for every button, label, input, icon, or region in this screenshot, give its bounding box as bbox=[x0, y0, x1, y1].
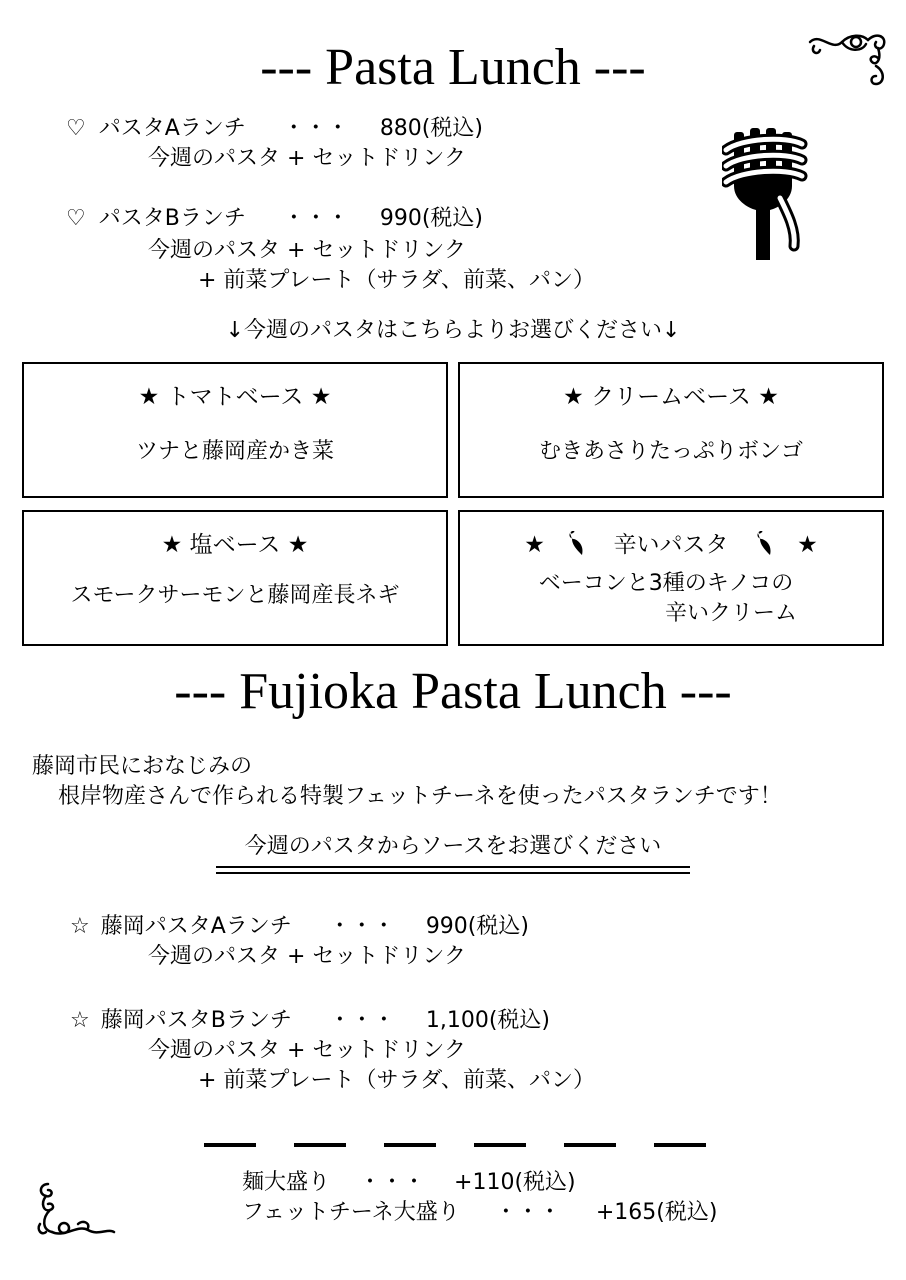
box-dish: スモークサーモンと藤岡産長ネギ bbox=[70, 583, 400, 608]
page-title: --- Pasta Lunch --- bbox=[260, 39, 646, 96]
extra-item bbox=[242, 1200, 717, 1226]
star-icon: ★ bbox=[524, 532, 545, 558]
leader-dots: ・・・ bbox=[359, 1170, 426, 1195]
box-dish: むきあさりたっぷりボンゴ bbox=[538, 439, 803, 464]
sauce-note: 今週のパスタからソースをお選びください bbox=[244, 834, 662, 859]
box-dish: ベーコンと3種のキノコの bbox=[538, 571, 794, 596]
pasta-option-box-cream bbox=[458, 362, 884, 498]
extra-name: 麺大盛り bbox=[242, 1170, 331, 1195]
box-heading: ★ 塩ベース ★ bbox=[161, 532, 309, 558]
extra-price: +110(税込) bbox=[454, 1170, 576, 1195]
section-title: --- Fujioka Pasta Lunch --- bbox=[174, 663, 732, 720]
menu-item-desc: 今週のパスタ + セットドリンク bbox=[148, 146, 466, 171]
star-outline-icon: ☆ bbox=[70, 914, 90, 939]
box-heading-text: 辛いパスタ bbox=[613, 532, 729, 558]
menu-item-price: 880(税込) bbox=[379, 116, 483, 141]
intro-text: 藤岡市民におなじみの bbox=[32, 754, 253, 779]
menu-item-price: 1,100(税込) bbox=[425, 1008, 550, 1033]
pasta-option-box-tomato bbox=[22, 362, 448, 498]
menu-item-desc: 今週のパスタ + セットドリンク bbox=[148, 238, 466, 263]
menu-item-price: 990(税込) bbox=[425, 914, 529, 939]
extra-price: +165(税込) bbox=[595, 1200, 718, 1225]
star-icon: ★ bbox=[797, 532, 818, 558]
intro-text: 根岸物産さんで作られる特製フェットチーネを使ったパスタランチです！ bbox=[58, 784, 782, 809]
menu-item-name: パスタAランチ bbox=[98, 116, 246, 141]
leader-dots: ・・・ bbox=[282, 206, 349, 231]
menu-item-desc: 今週のパスタ + セットドリンク bbox=[148, 1038, 466, 1063]
corner-flourish-icon bbox=[34, 1180, 118, 1244]
menu-item-name: パスタBランチ bbox=[98, 206, 246, 231]
box-heading bbox=[460, 526, 882, 559]
menu-item-fujioka-a bbox=[70, 914, 529, 940]
extra-item bbox=[242, 1170, 576, 1196]
fork-with-pasta-icon bbox=[722, 128, 808, 262]
menu-item-desc: + 前菜プレート（サラダ、前菜、パン） bbox=[198, 1068, 596, 1093]
menu-item-price: 990(税込) bbox=[379, 206, 484, 231]
menu-item-fujioka-b bbox=[70, 1008, 550, 1034]
menu-item-name: 藤岡パスタAランチ bbox=[100, 914, 292, 939]
pasta-option-box-spicy bbox=[458, 510, 884, 646]
box-dish: ツナと藤岡産かき菜 bbox=[135, 439, 334, 464]
heart-icon: ♡ bbox=[66, 116, 86, 141]
leader-dots: ・・・ bbox=[328, 914, 395, 939]
menu-item-desc: + 前菜プレート（サラダ、前菜、パン） bbox=[198, 268, 596, 293]
heart-icon: ♡ bbox=[66, 206, 86, 231]
box-heading: ★ クリームベース ★ bbox=[563, 384, 779, 410]
box-dish: 辛いクリーム bbox=[664, 601, 797, 626]
leader-dots: ・・・ bbox=[282, 116, 349, 141]
box-heading: ★ トマトベース ★ bbox=[138, 384, 332, 410]
leader-dots: ・・・ bbox=[328, 1008, 395, 1033]
dashed-separator bbox=[204, 1132, 706, 1151]
double-underline bbox=[216, 866, 690, 868]
chili-pepper-icon bbox=[754, 531, 776, 557]
chili-pepper-icon bbox=[566, 531, 588, 557]
choose-note: ↓今週のパスタはこちらよりお選びください↓ bbox=[225, 318, 681, 343]
menu-item-pasta-a bbox=[66, 116, 483, 142]
leader-dots: ・・・ bbox=[494, 1200, 561, 1225]
menu-item-name: 藤岡パスタBランチ bbox=[100, 1008, 292, 1033]
menu-item-desc: 今週のパスタ + セットドリンク bbox=[148, 944, 466, 969]
pasta-option-box-salt bbox=[22, 510, 448, 646]
star-outline-icon: ☆ bbox=[70, 1008, 90, 1033]
double-underline bbox=[216, 872, 690, 874]
menu-item-pasta-b bbox=[66, 206, 483, 232]
extra-name: フェットチーネ大盛り bbox=[242, 1200, 460, 1225]
